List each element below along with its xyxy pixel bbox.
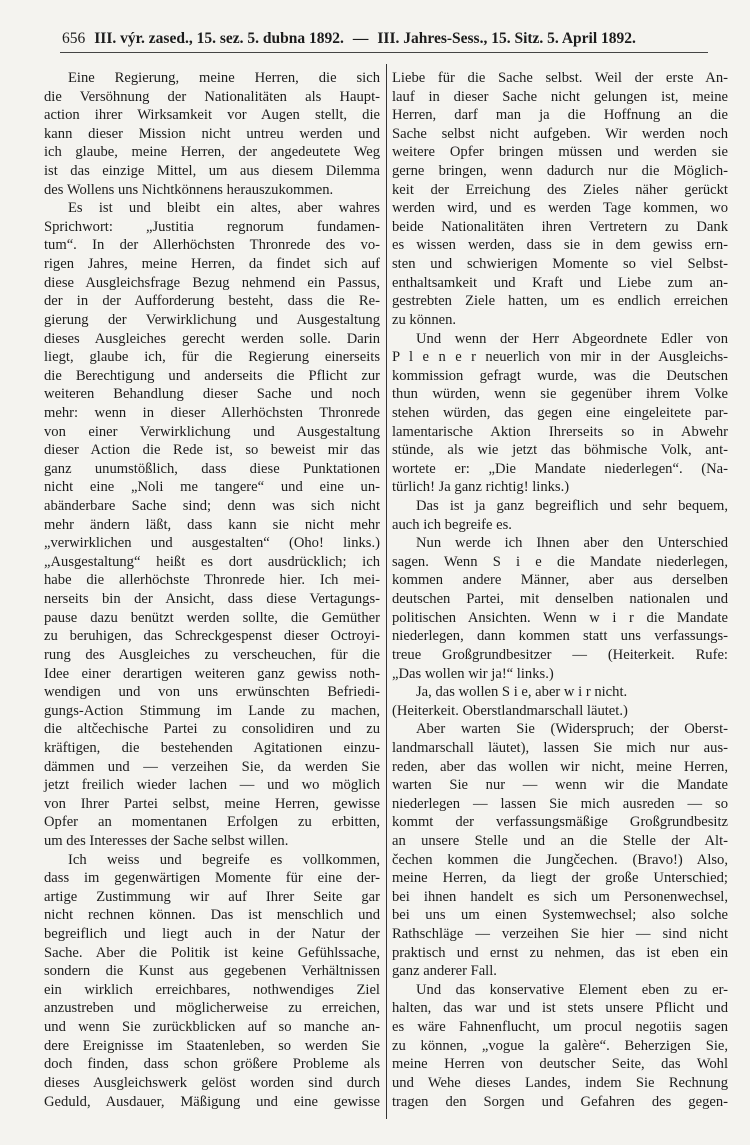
column-divider <box>386 64 387 1119</box>
header-dash: — <box>352 30 369 47</box>
text-line: kann dieser Mission nicht untreu werden und <box>44 125 380 142</box>
running-header <box>62 30 704 52</box>
text-line: niederlegen — lassen Sie mich ausreden — so <box>392 795 728 812</box>
text-line: zu beruhigen, das Schreckgespenst dieser Octroyi- <box>44 628 380 645</box>
text-line: politischen Ansichten. Wenn w i r die Mandate <box>392 609 728 626</box>
text-line: und Wehe dieses Landes, indem Sie Rechnung <box>392 1074 728 1091</box>
text-line: warten Sie nur — wenn wir die Mandate <box>392 777 728 794</box>
text-line: mehr ändern läßt, dass kann sie nicht mehr <box>44 516 380 533</box>
text-line: sten und schwierigen Momente so viel Selbst- <box>392 256 728 273</box>
text-line: bei ihnen handelt es sich um Personenwechsel, <box>392 888 728 905</box>
text-line: nicht eine „Noli me tangere“ und eine un- <box>44 479 380 496</box>
header-german: III. Jahres-Sess., 15. Sitz. 5. April 1892. <box>377 30 636 47</box>
text-line: dieser Action die Rede ist, so beweist mir das <box>44 442 380 459</box>
text-line: dere Ereignisse im Staatenleben, so werden Sie <box>44 1037 380 1054</box>
text-line: Das ist ja ganz begreiflich und sehr bequem, <box>416 498 728 515</box>
text-line: zu können, „vogue la galère“. Beherzigen Sie, <box>392 1037 728 1054</box>
text-line: doch finden, dass schon größere Probleme als <box>44 1056 380 1073</box>
text-line: türlich! Ja ganz richtig! links.) <box>392 479 570 496</box>
text-line: gestrebten Ziele hatten, um es endlich erreichen <box>392 293 728 310</box>
text-line: dass im gegenwärtigen Momente für eine der- <box>44 870 380 887</box>
text-line: an unsere Stelle und an die Stelle der Alt- <box>392 832 728 849</box>
text-line: rigen Jahres, meine Herren, da findet sich auf <box>44 256 380 273</box>
left-column <box>44 69 380 1111</box>
text-line: tum“. In der Allerhöchsten Thronrede des vo- <box>44 237 380 254</box>
text-line: liegt, glaube ich, für die Regierung einerseits <box>44 349 380 366</box>
text-line: die altčechische Partei zu consolidiren und zu <box>44 721 380 738</box>
text-line: wendigen und von uns erwünschten Befriedi- <box>44 684 380 701</box>
text-line: halten, das war und ist stets unsere Pflicht und <box>392 1000 728 1017</box>
text-line: Opfer an momentanen Erfolgen zu erbitten, <box>44 814 380 831</box>
text-line: Sprichwort: „Justitia regnorum fundamen- <box>44 218 380 235</box>
text-line: um des Interesses der Sache selbst willen. <box>44 832 289 849</box>
text-line: Idee einer derartigen weiteren ganz gewiss noth- <box>44 665 380 682</box>
text-line: Ja, das wollen S i e, aber w i r nicht. <box>416 684 628 701</box>
text-line: stünde, als wie jetzt das böhmische Volk, ant- <box>392 442 728 459</box>
text-line: „verwirklichen und ausgestalten“ (Oho! links.) <box>44 535 380 552</box>
text-line: lauf in dieser Sache nicht gelungen ist, meine <box>392 88 728 105</box>
text-line: praktisch und ernst zu nehmen, das ist eben ein <box>392 944 728 961</box>
text-line: ich glaube, meine Herren, der angedeutete Weg <box>44 144 380 161</box>
text-line: rung des Ausgleiches zu verscheuchen, für die <box>44 646 380 663</box>
text-line: kommt der verfassungsmäßige Großgrundbesitz <box>392 814 728 831</box>
text-line: auch ich begreife es. <box>392 516 512 533</box>
text-line: mehr: wenn in dieser Allerhöchsten Thronrede <box>44 404 380 421</box>
text-line: čechen kommen die Jungčechen. (Bravo!) Also, <box>392 851 728 868</box>
text-line: Geduld, Ausdauer, Mäßigung und eine gewisse <box>44 1093 380 1110</box>
header-czech: III. výr. zased., 15. sez. 5. dubna 1892. <box>94 30 344 47</box>
text-line: habe die allerhöchste Thronrede hier. Ich mei- <box>44 572 380 589</box>
text-line: Und das konservative Element eben zu er- <box>416 981 728 998</box>
text-line: Rathschläge — verzeihen Sie hier — sind nicht <box>392 926 728 943</box>
text-line: enthaltsamkeit und Kraft und Liebe zum an- <box>392 274 728 291</box>
text-line: Ich weiss und begreife es vollkommen, <box>68 851 380 868</box>
text-line: Es ist und bleibt ein altes, aber wahres <box>68 200 380 217</box>
text-line: lamentarische Aktion Ihrerseits so in Abwehr <box>392 423 728 440</box>
text-line: Liebe für die Sache selbst. Weil der erste An- <box>392 70 728 86</box>
text-line: sondern die Kunst aus gegebenen Verhältnissen <box>44 963 380 980</box>
text-line: weitere Opfer bringen müssen und werden sie <box>392 144 728 161</box>
text-line: Nun werde ich Ihnen aber den Unterschied <box>416 535 728 552</box>
text-line: die Berechtigung und anderseits die Pflicht zur <box>44 367 380 384</box>
text-line: P l e n e r neuerlich von mir in der Ausgleichs- <box>392 349 728 366</box>
text-line: beide Nationalitäten ihren Vertretern zu Dank <box>392 218 728 235</box>
text-line: landmarschall läutet), lassen Sie mich nur aus- <box>392 739 728 756</box>
text-line: die Versöhnung der Nationalitäten als Haupt- <box>44 88 380 105</box>
text-line: „Ausgestaltung“ heißt es dort ausdrücklich; ich <box>44 553 380 570</box>
text-line: „Das wollen wir ja!“ links.) <box>392 665 554 682</box>
text-line: des Wollens uns Nichtkönnens herauszukommen. <box>44 181 334 198</box>
text-line: von Ihrer Partei selbst, meine Herren, gewisse <box>44 795 380 812</box>
text-line: reden, aber das wollen wir nicht, meine Herren, <box>392 758 728 775</box>
text-line: dämmen und — verzeihen Sie, da werden Sie <box>44 758 380 775</box>
text-line: und wenn Sie zurückblicken auf so manche an- <box>44 1019 380 1036</box>
text-line: sagen. Wenn S i e die Mandate niederlegen, <box>392 553 728 570</box>
text-line: ganz unumstößlich, dass diese Punktationen <box>44 460 380 477</box>
text-line: niederlegen, dann kommen statt uns verfassungs- <box>392 628 728 645</box>
text-line: meine Herren von deutscher Seite, das Wohl <box>392 1056 728 1073</box>
text-line: pause dazu benützt werden sollte, die Gemüther <box>44 609 380 626</box>
text-line: deutschen Partei, mit denselben nationalen und <box>392 591 728 608</box>
text-line: keit der Erreichung des Zieles näher gerückt <box>392 181 728 198</box>
text-line: Aber warten Sie (Widerspruch; der Oberst- <box>416 721 728 738</box>
text-line: stehen würden, das gegen eine eingeleitete par- <box>392 404 728 421</box>
text-line: von einer Verwirklichung und Ausgestaltung <box>44 423 380 440</box>
text-line: Sache. Aber die Politik ist keine Gefühlssache, <box>44 944 380 961</box>
text-line: Eine Regierung, meine Herren, die sich <box>68 70 380 86</box>
text-line: begreiflich und liegt auch in der Natur der <box>44 926 380 943</box>
text-line: ein wirklich erreichbares, nothwendiges Ziel <box>44 981 380 998</box>
text-line: Und wenn der Herr Abgeordnete Edler von <box>416 330 728 347</box>
text-line: dieses Ausgleichswerk gelöst worden sind durch <box>44 1074 380 1091</box>
text-line: nicht rechnen können. Das ist menschlich und <box>44 907 380 924</box>
text-line: gungs-Action Stimmung im Lande zu machen, <box>44 702 380 719</box>
text-line: action ihrer Wirksamkeit vor Augen stellt, die <box>44 107 380 124</box>
text-line: kommen andere Männer, aber aus derselben <box>392 572 728 589</box>
text-line: anzustreben und möglicherweise zu erreichen, <box>44 1000 380 1017</box>
text-line: bei uns um einen Systemwechsel; also solche <box>392 907 728 924</box>
text-line: treue Großgrundbesitzer — (Heiterkeit. Rufe: <box>392 646 728 663</box>
text-line: abänderbare Sache sind; denn was sich nicht <box>44 498 380 515</box>
text-line: nerseits bin der Ansicht, dass diese Vertagungs- <box>44 591 380 608</box>
text-line: kommission gefragt wurde, was die Deutschen <box>392 367 728 384</box>
text-line: Herren, darf man ja die Hoffnung an die <box>392 107 728 124</box>
text-line: weiteren Behandlung dieser Sache und noch <box>44 386 380 403</box>
text-line: ganz anderer Fall. <box>392 963 497 980</box>
text-line: diese Ausgleichsfrage Bezug nehmend ein Passus, <box>44 274 380 291</box>
text-line: es wissen werden, dass sie in dem gewiss ern- <box>392 237 728 254</box>
header-rule <box>60 52 708 53</box>
text-line: artige Zustimmung wir auf Ihrer Seite gar <box>44 888 380 905</box>
text-line: tragen den Sorgen und Gefahren des gegen- <box>392 1093 728 1110</box>
text-line: zu können. <box>392 311 457 328</box>
text-line: es wäre Fahnenflucht, um procul negotiis sagen <box>392 1019 728 1036</box>
text-line: gerne bringen, wenn dadurch nur die Möglich- <box>392 163 728 180</box>
text-line: thun würden, wenn sie gegenüber ihrem Volke <box>392 386 728 403</box>
page-number: 656 <box>62 30 86 47</box>
text-line: der in der Aufforderung besteht, dass die Re- <box>44 293 380 310</box>
text-line: ist das einzige Mittel, um aus diesem Dilemma <box>44 163 380 180</box>
text-line: meine Herren, da liegt der große Unterschied; <box>392 870 728 887</box>
text-line: werden wird, und es werden Tage kommen, wo <box>392 200 728 217</box>
text-line: jetzt freilich wieder lachen — und wo möglich <box>44 777 380 794</box>
text-line: wortete er: „Die Mandate niederlegen“. (Na- <box>392 460 728 477</box>
text-line: kräftigen, die bestehenden Agitationen einzu- <box>44 739 380 756</box>
right-column <box>392 69 728 1111</box>
text-line: dieses Ausgleiches gerecht werden solle. Darin <box>44 330 380 347</box>
text-line: (Heiterkeit. Oberstlandmarschall läutet.) <box>392 702 628 719</box>
text-line: Sache selbst nicht aufgeben. Wir werden noch <box>392 125 728 142</box>
text-line: gierung der Verwirklichung und Ausgestaltung <box>44 311 380 328</box>
